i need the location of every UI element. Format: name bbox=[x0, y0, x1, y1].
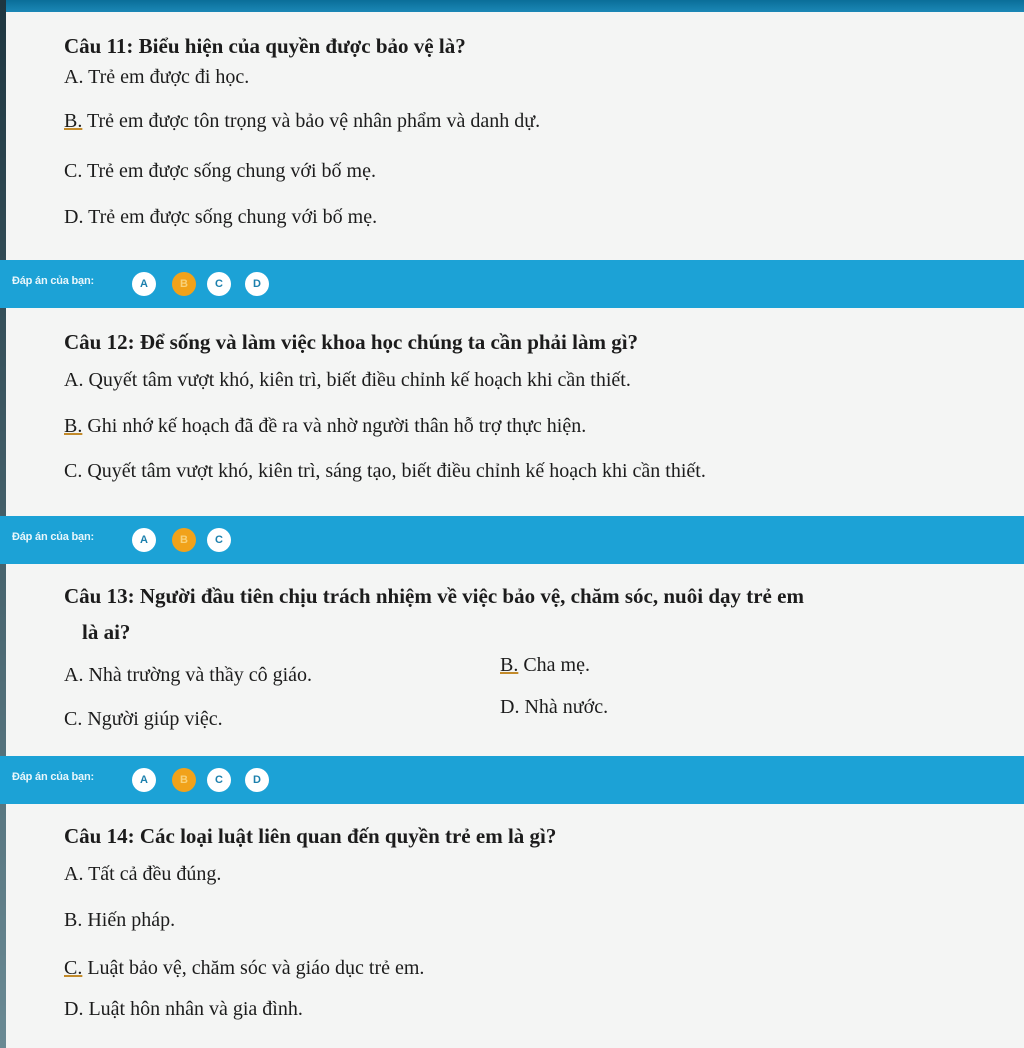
option-text: Quyết tâm vượt khó, kiên trì, sáng tạo, biết điều chỉnh kế hoạch khi cần thiết. bbox=[82, 460, 706, 482]
question-12-option-c[interactable] bbox=[64, 459, 706, 483]
answer-choice-a[interactable]: A bbox=[132, 272, 156, 296]
option-letter: C. bbox=[64, 460, 83, 482]
question-13-option-c[interactable] bbox=[64, 707, 223, 731]
question-11-option-b[interactable] bbox=[64, 109, 540, 133]
question-13-title: Câu 13: Người đầu tiên chịu trách nhiệm về việc bảo vệ, chăm sóc, nuôi dạy trẻ em bbox=[64, 584, 804, 608]
question-12-option-a[interactable] bbox=[64, 368, 631, 392]
option-letter: B. bbox=[64, 909, 83, 931]
question-14-option-b[interactable] bbox=[64, 908, 175, 932]
option-text: Nhà nước. bbox=[519, 696, 609, 718]
option-text: Ghi nhớ kế hoạch đã đề ra và nhờ người thân hỗ trợ thực hiện. bbox=[82, 415, 587, 437]
answer-choice-b-selected[interactable]: B bbox=[172, 768, 196, 792]
option-letter: B. bbox=[64, 415, 83, 437]
question-12-option-b[interactable] bbox=[64, 414, 586, 438]
question-11-title: Câu 11: Biểu hiện của quyền được bảo vệ là? bbox=[64, 34, 466, 58]
option-text: Nhà trường và thầy cô giáo. bbox=[83, 664, 313, 686]
option-text: Trẻ em được sống chung với bố mẹ. bbox=[83, 206, 378, 228]
answer-choice-d[interactable]: D bbox=[245, 768, 269, 792]
question-11-option-d[interactable] bbox=[64, 205, 377, 229]
option-text: Trẻ em được sống chung với bố mẹ. bbox=[82, 160, 376, 182]
answer-label: Đáp án của bạn: bbox=[12, 275, 94, 287]
option-letter: D. bbox=[500, 696, 520, 718]
option-text: Tất cả đều đúng. bbox=[83, 863, 222, 885]
option-letter: A. bbox=[64, 664, 84, 686]
question-13-panel bbox=[6, 564, 1024, 756]
option-letter: B. bbox=[64, 110, 83, 132]
answer-bar-12 bbox=[0, 516, 1024, 564]
top-bar bbox=[0, 0, 1024, 12]
option-text: Quyết tâm vượt khó, kiên trì, biết điều chỉnh kế hoạch khi cần thiết. bbox=[83, 369, 631, 391]
option-text: Người giúp việc. bbox=[82, 708, 223, 730]
option-letter: A. bbox=[64, 369, 84, 391]
answer-bar-11 bbox=[0, 260, 1024, 308]
answer-choice-c[interactable]: C bbox=[207, 528, 231, 552]
answer-choice-a[interactable]: A bbox=[132, 528, 156, 552]
option-text: Luật bảo vệ, chăm sóc và giáo dục trẻ em. bbox=[82, 957, 425, 979]
answer-label: Đáp án của bạn: bbox=[12, 531, 94, 543]
option-text: Trẻ em được đi học. bbox=[83, 66, 250, 88]
question-13-option-a[interactable] bbox=[64, 663, 312, 687]
answer-choice-c[interactable]: C bbox=[207, 272, 231, 296]
question-11-panel bbox=[6, 12, 1024, 260]
question-11-option-a[interactable] bbox=[64, 65, 249, 89]
question-12-title: Câu 12: Để sống và làm việc khoa học chúng ta cần phải làm gì? bbox=[64, 330, 639, 354]
option-text: Luật hôn nhân và gia đình. bbox=[83, 998, 303, 1020]
question-11-option-c[interactable] bbox=[64, 159, 376, 183]
option-letter: A. bbox=[64, 863, 84, 885]
answer-choice-c[interactable]: C bbox=[207, 768, 231, 792]
question-13-title-line2: là ai? bbox=[82, 620, 131, 644]
question-14-option-d[interactable] bbox=[64, 997, 303, 1021]
answer-choice-b-selected[interactable]: B bbox=[172, 528, 196, 552]
question-12-panel bbox=[6, 308, 1024, 516]
answer-choice-a[interactable]: A bbox=[132, 768, 156, 792]
answer-choice-b-selected[interactable]: B bbox=[172, 272, 196, 296]
option-letter: C. bbox=[64, 160, 83, 182]
option-text: Cha mẹ. bbox=[518, 654, 590, 676]
answer-bar-13 bbox=[0, 756, 1024, 804]
question-14-option-a[interactable] bbox=[64, 862, 221, 886]
option-letter: D. bbox=[64, 998, 84, 1020]
option-text: Trẻ em được tôn trọng và bảo vệ nhân phẩm và danh dự. bbox=[82, 110, 541, 132]
option-letter: A. bbox=[64, 66, 84, 88]
question-13-option-d[interactable] bbox=[500, 695, 608, 719]
option-letter: C. bbox=[64, 957, 83, 979]
option-text: Hiến pháp. bbox=[82, 909, 176, 931]
question-14-panel bbox=[6, 804, 1024, 1048]
option-letter: D. bbox=[64, 206, 84, 228]
answer-choice-d[interactable]: D bbox=[245, 272, 269, 296]
question-13-option-b[interactable] bbox=[500, 653, 590, 677]
question-14-title: Câu 14: Các loại luật liên quan đến quyền trẻ em là gì? bbox=[64, 824, 557, 848]
answer-label: Đáp án của bạn: bbox=[12, 771, 94, 783]
question-14-option-c[interactable] bbox=[64, 956, 424, 980]
option-letter: B. bbox=[500, 654, 519, 676]
option-letter: C. bbox=[64, 708, 83, 730]
